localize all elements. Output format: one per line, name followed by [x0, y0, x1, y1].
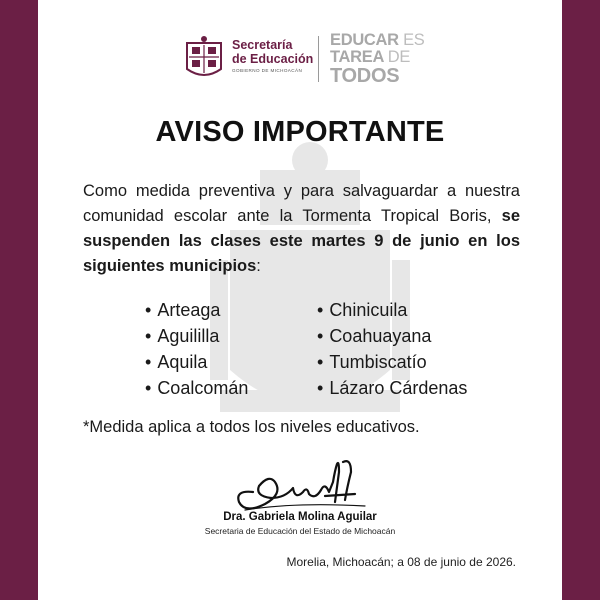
municipios-list-left — [145, 297, 248, 401]
header — [0, 30, 600, 90]
notice-intro: Como medida preventiva y para salvaguardar a nuestra comunidad escolar ante la Tormenta Tropical Boris, — [83, 182, 520, 225]
handwritten-signature — [225, 452, 375, 520]
list-item: • Lázaro Cárdenas — [317, 375, 467, 401]
list-item: • Aquila — [145, 349, 248, 375]
notice-emphasis: se suspenden las clases este martes 9 de junio en los siguientes municipios — [83, 207, 520, 275]
right-side-band — [562, 0, 600, 600]
list-item: • Arteaga — [145, 297, 248, 323]
list-item: • Tumbiscatío — [317, 349, 467, 375]
list-item: • Coalcomán — [145, 375, 248, 401]
notice-body: Como medida preventiva y para salvaguardar a nuestra comunidad escolar ante la Tormenta Tropical Boris, se suspenden las clases este martes 9 de junio en los siguientes municipios: — [83, 182, 520, 275]
list-item: • Chinicuila — [317, 297, 467, 323]
signer-role: Secretaria de Educación del Estado de Michoacán — [204, 526, 396, 536]
secretaria-de-educacion-label: Secretaría de Educación — [232, 38, 314, 66]
notice-footnote: *Medida aplica a todos los niveles educativos. — [83, 418, 420, 436]
place-and-date: Morelia, Michoacán; a 08 de junio de 2026. — [286, 555, 516, 569]
municipios-list-right — [317, 297, 467, 401]
list-item: • Coahuayana — [317, 323, 467, 349]
michoacan-seal-logo — [183, 35, 225, 83]
left-side-band — [0, 0, 38, 600]
gobierno-label: GOBIERNO DE MICHOACÁN — [232, 68, 303, 73]
header-divider — [318, 36, 319, 82]
educar-es-tarea-de-todos-logo: EDUCAR ES TAREA DE TODOS — [330, 31, 425, 87]
signer-name: Dra. Gabriela Molina Aguilar — [223, 511, 377, 523]
list-item: • Aguililla — [145, 323, 248, 349]
notice-title: AVISO IMPORTANTE — [155, 116, 445, 148]
